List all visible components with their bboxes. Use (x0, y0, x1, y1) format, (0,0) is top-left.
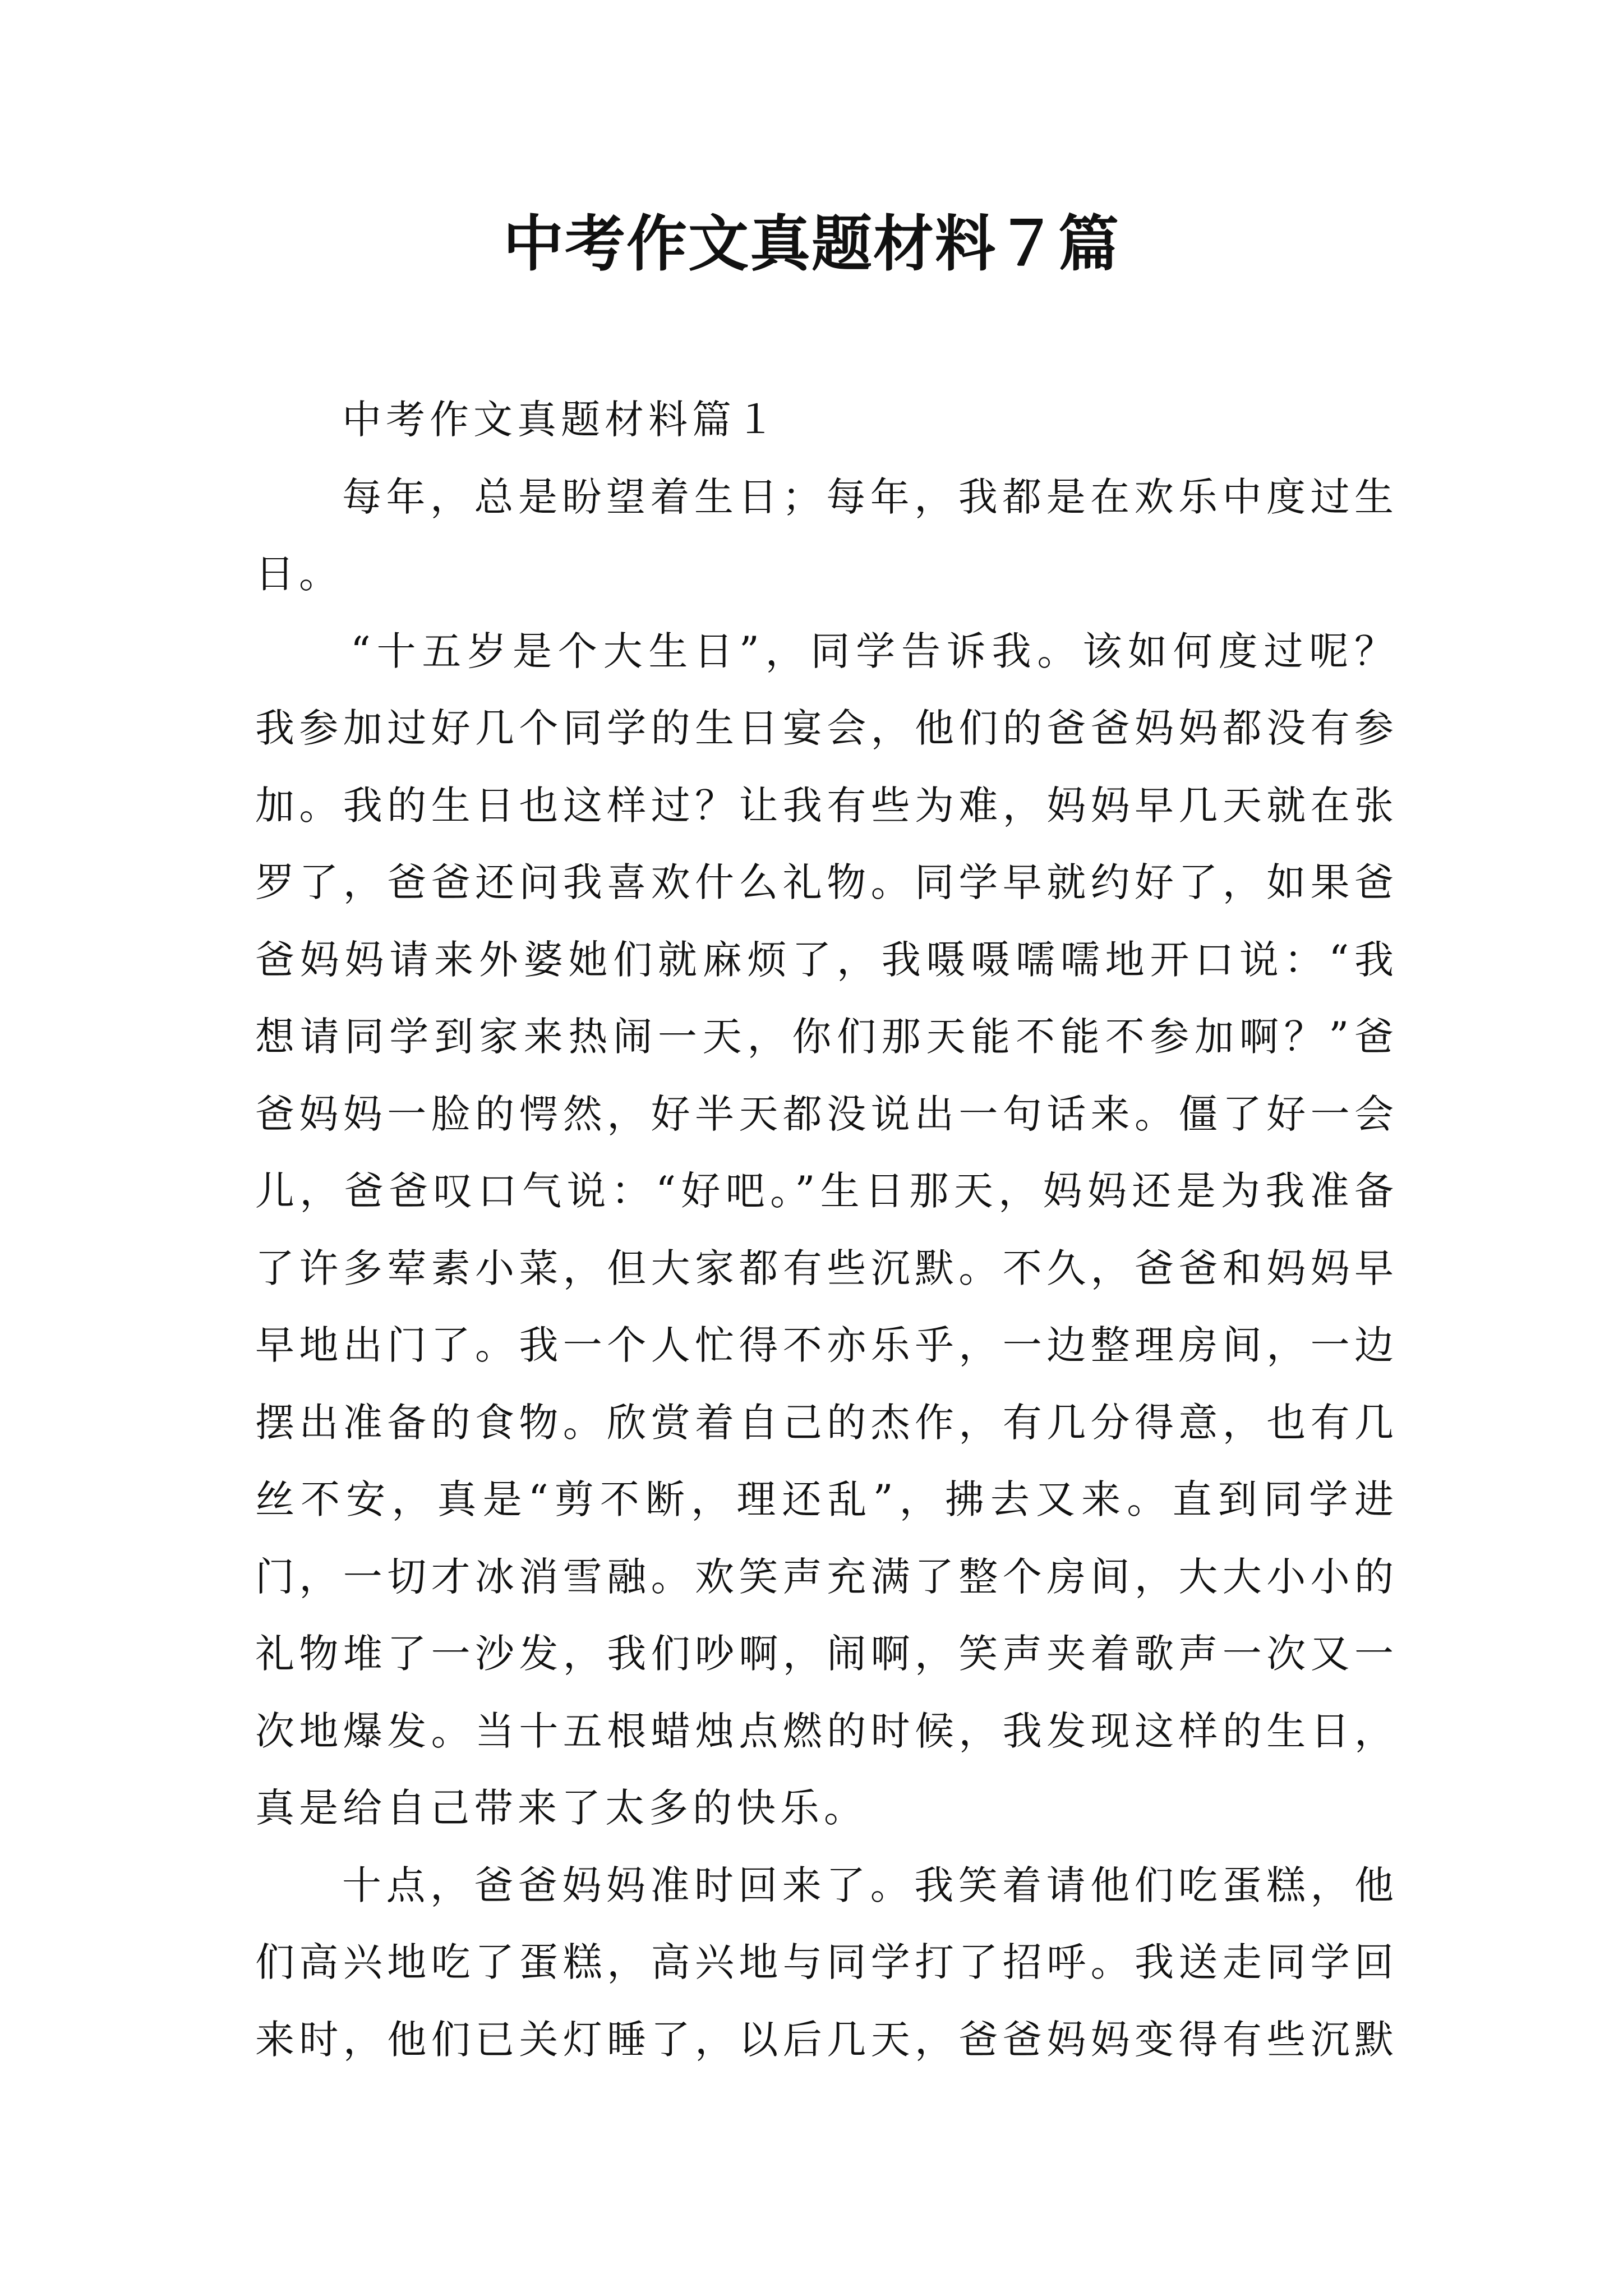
paragraph-line: 想请同学到家来热闹一天，你们那天能不能不参加啊？”爸 (255, 1014, 1394, 1060)
paragraph-line: 日。 (255, 551, 343, 597)
paragraph-line: 爸妈妈请来外婆她们就麻烦了，我嗫嗫嚅嚅地开口说：“我 (255, 936, 1394, 983)
paragraph-line: 十点，爸爸妈妈准时回来了。我笑着请他们吃蛋糕，他 (342, 1862, 1394, 1908)
paragraph-line: 次地爆发。当十五根蜡烛点燃的时候，我发现这样的生日， (255, 1708, 1394, 1754)
paragraph-line: 丝不安，真是“剪不断，理还乱”，拂去又来。直到同学进 (255, 1476, 1394, 1522)
paragraph-line: 每年，总是盼望着生日；每年，我都是在欢乐中度过生 (342, 473, 1394, 520)
document-title: 中考作文真题材料７篇 (502, 209, 1120, 279)
paragraph-line: 早地出门了。我一个人忙得不亦乐乎，一边整理房间，一边 (255, 1322, 1394, 1368)
paragraph-line: 儿，爸爸叹口气说：“好吧。”生日那天，妈妈还是为我准备 (255, 1168, 1394, 1214)
document-body (255, 381, 1394, 2078)
paragraph-line: “十五岁是个大生日”，同学告诉我。该如何度过呢？ (351, 628, 1394, 674)
paragraph-line: 加。我的生日也这样过？让我有些为难，妈妈早几天就在张 (255, 782, 1394, 829)
paragraph-line: 们高兴地吃了蛋糕，高兴地与同学打了招呼。我送走同学回 (255, 1939, 1394, 1985)
paragraph-line: 礼物堆了一沙发，我们吵啊，闹啊，笑声夹着歌声一次又一 (255, 1631, 1394, 1677)
paragraph-line: 来时，他们已关灯睡了，以后几天，爸爸妈妈变得有些沉默 (255, 2016, 1394, 2063)
paragraph-line: 罗了，爸爸还问我喜欢什么礼物。同学早就约好了，如果爸 (255, 859, 1394, 905)
paragraph-line: 了许多荤素小菜，但大家都有些沉默。不久，爸爸和妈妈早 (255, 1245, 1394, 1291)
paragraph-line: 真是给自己带来了太多的快乐。 (255, 1785, 868, 1831)
paragraph-line: 门，一切才冰消雪融。欢笑声充满了整个房间，大大小小的 (255, 1553, 1394, 1600)
paragraph-line: 摆出准备的食物。欣赏着自己的杰作，有几分得意，也有几 (255, 1399, 1394, 1446)
section-heading: 中考作文真题材料篇１ (342, 397, 780, 443)
paragraph-line: 爸妈妈一脸的愕然，好半天都没说出一句话来。僵了好一会 (255, 1091, 1394, 1137)
paragraph-line: 我参加过好几个同学的生日宴会，他们的爸爸妈妈都没有参 (255, 705, 1394, 751)
